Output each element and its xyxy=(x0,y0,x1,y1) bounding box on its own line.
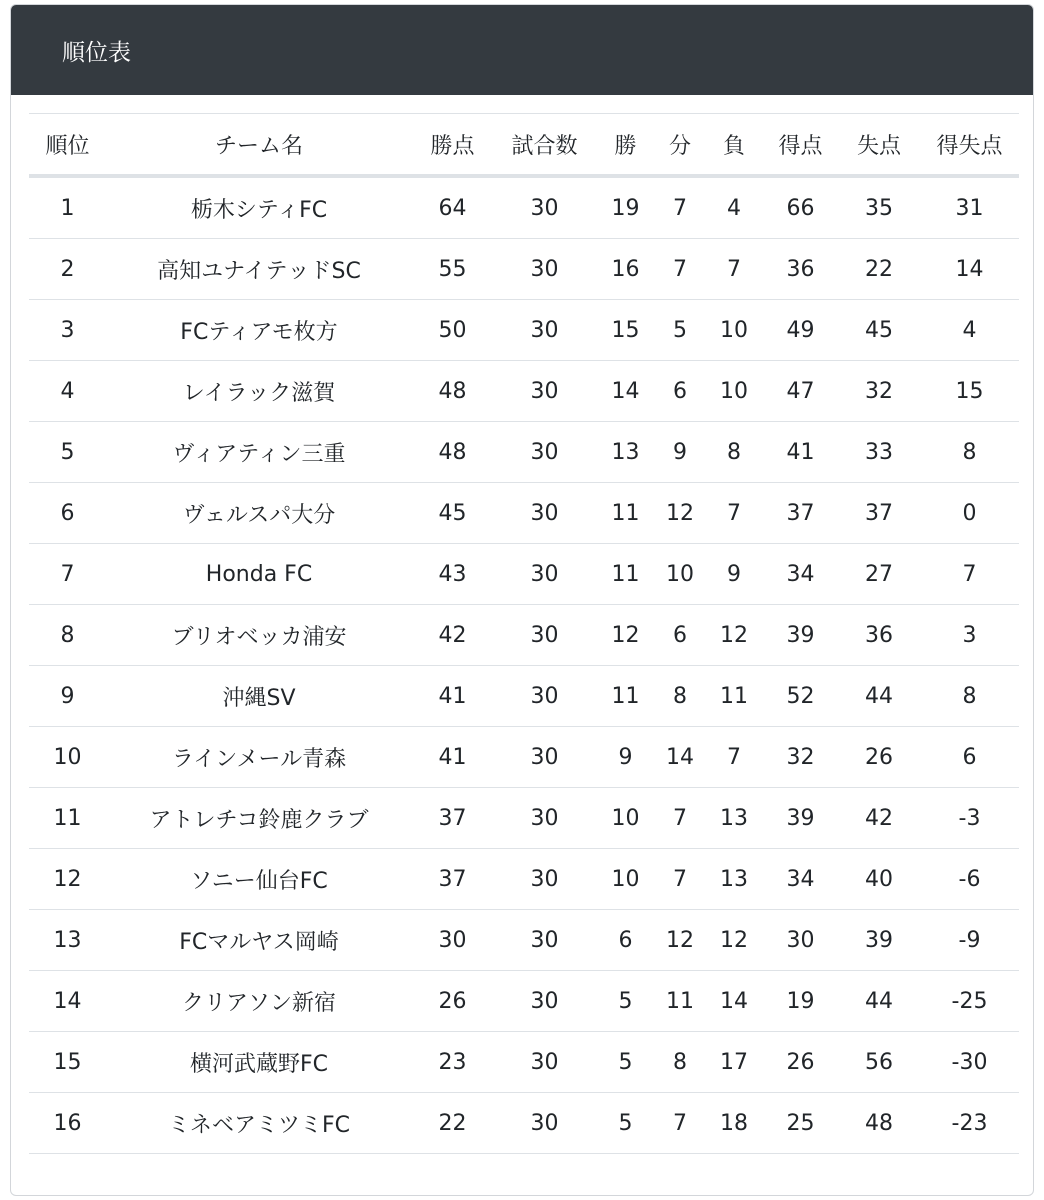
table-header-row xyxy=(29,114,1019,177)
cell-draws: 11 xyxy=(655,971,705,1032)
cell-points: 41 xyxy=(412,666,493,727)
column-header-points: 勝点 xyxy=(412,114,493,177)
table-row xyxy=(29,483,1019,544)
cell-draws: 7 xyxy=(655,1093,705,1154)
cell-points: 22 xyxy=(412,1093,493,1154)
cell-played: 30 xyxy=(493,422,596,483)
cell-goal-difference: -25 xyxy=(920,971,1019,1032)
cell-played: 30 xyxy=(493,971,596,1032)
table-row xyxy=(29,849,1019,910)
cell-team-name: ラインメール青森 xyxy=(106,727,412,788)
cell-rank: 16 xyxy=(29,1093,106,1154)
cell-goal-difference: 8 xyxy=(920,422,1019,483)
cell-rank: 12 xyxy=(29,849,106,910)
cell-team-name: Honda FC xyxy=(106,544,412,605)
cell-points: 26 xyxy=(412,971,493,1032)
cell-goals-for: 36 xyxy=(763,239,838,300)
cell-points: 42 xyxy=(412,605,493,666)
cell-goals-against: 36 xyxy=(838,605,920,666)
cell-team-name: ミネベアミツミFC xyxy=(106,1093,412,1154)
cell-losses: 11 xyxy=(705,666,763,727)
cell-played: 30 xyxy=(493,849,596,910)
column-header-goal-difference: 得失点 xyxy=(920,114,1019,177)
cell-wins: 15 xyxy=(596,300,655,361)
column-header-draws: 分 xyxy=(655,114,705,177)
cell-wins: 16 xyxy=(596,239,655,300)
cell-goals-against: 40 xyxy=(838,849,920,910)
cell-team-name: レイラック滋賀 xyxy=(106,361,412,422)
cell-team-name: ヴィアティン三重 xyxy=(106,422,412,483)
cell-goal-difference: 8 xyxy=(920,666,1019,727)
cell-points: 64 xyxy=(412,176,493,239)
cell-goal-difference: 14 xyxy=(920,239,1019,300)
cell-points: 55 xyxy=(412,239,493,300)
cell-draws: 12 xyxy=(655,483,705,544)
cell-losses: 7 xyxy=(705,483,763,544)
cell-goals-against: 27 xyxy=(838,544,920,605)
cell-losses: 13 xyxy=(705,788,763,849)
cell-losses: 17 xyxy=(705,1032,763,1093)
cell-wins: 6 xyxy=(596,910,655,971)
cell-wins: 9 xyxy=(596,727,655,788)
cell-draws: 10 xyxy=(655,544,705,605)
cell-goal-difference: 31 xyxy=(920,176,1019,239)
cell-goal-difference: 4 xyxy=(920,300,1019,361)
cell-losses: 8 xyxy=(705,422,763,483)
cell-losses: 18 xyxy=(705,1093,763,1154)
cell-rank: 3 xyxy=(29,300,106,361)
cell-goals-against: 32 xyxy=(838,361,920,422)
cell-wins: 5 xyxy=(596,1032,655,1093)
cell-goals-for: 52 xyxy=(763,666,838,727)
table-row xyxy=(29,300,1019,361)
cell-goal-difference: 15 xyxy=(920,361,1019,422)
cell-rank: 5 xyxy=(29,422,106,483)
cell-wins: 13 xyxy=(596,422,655,483)
cell-wins: 11 xyxy=(596,483,655,544)
cell-points: 43 xyxy=(412,544,493,605)
cell-team-name: ヴェルスパ大分 xyxy=(106,483,412,544)
column-header-goals-against: 失点 xyxy=(838,114,920,177)
cell-wins: 5 xyxy=(596,1093,655,1154)
column-header-played: 試合数 xyxy=(493,114,596,177)
cell-goals-against: 44 xyxy=(838,971,920,1032)
cell-rank: 7 xyxy=(29,544,106,605)
table-row xyxy=(29,605,1019,666)
cell-rank: 15 xyxy=(29,1032,106,1093)
cell-played: 30 xyxy=(493,361,596,422)
cell-draws: 7 xyxy=(655,849,705,910)
table-row xyxy=(29,361,1019,422)
standings-table xyxy=(29,113,1019,1154)
cell-played: 30 xyxy=(493,605,596,666)
table-row xyxy=(29,727,1019,788)
cell-wins: 14 xyxy=(596,361,655,422)
cell-rank: 14 xyxy=(29,971,106,1032)
cell-goals-for: 26 xyxy=(763,1032,838,1093)
cell-rank: 6 xyxy=(29,483,106,544)
cell-played: 30 xyxy=(493,788,596,849)
cell-goals-against: 37 xyxy=(838,483,920,544)
standings-card xyxy=(10,4,1034,1196)
cell-draws: 8 xyxy=(655,666,705,727)
table-row xyxy=(29,544,1019,605)
cell-goals-for: 37 xyxy=(763,483,838,544)
cell-losses: 7 xyxy=(705,239,763,300)
cell-points: 48 xyxy=(412,422,493,483)
cell-team-name: 高知ユナイテッドSC xyxy=(106,239,412,300)
cell-wins: 19 xyxy=(596,176,655,239)
card-header xyxy=(11,5,1033,95)
cell-goals-for: 66 xyxy=(763,176,838,239)
cell-team-name: クリアソン新宿 xyxy=(106,971,412,1032)
table-row xyxy=(29,239,1019,300)
cell-team-name: アトレチコ鈴鹿クラブ xyxy=(106,788,412,849)
cell-draws: 9 xyxy=(655,422,705,483)
cell-wins: 5 xyxy=(596,971,655,1032)
column-header-wins: 勝 xyxy=(596,114,655,177)
cell-goals-against: 22 xyxy=(838,239,920,300)
cell-team-name: ソニー仙台FC xyxy=(106,849,412,910)
cell-goal-difference: 7 xyxy=(920,544,1019,605)
cell-goals-for: 30 xyxy=(763,910,838,971)
cell-goals-against: 48 xyxy=(838,1093,920,1154)
cell-draws: 14 xyxy=(655,727,705,788)
table-row xyxy=(29,1032,1019,1093)
cell-wins: 10 xyxy=(596,788,655,849)
cell-draws: 7 xyxy=(655,176,705,239)
cell-goals-for: 49 xyxy=(763,300,838,361)
cell-draws: 12 xyxy=(655,910,705,971)
column-header-goals-for: 得点 xyxy=(763,114,838,177)
column-header-team: チーム名 xyxy=(106,114,412,177)
cell-losses: 4 xyxy=(705,176,763,239)
cell-rank: 4 xyxy=(29,361,106,422)
cell-rank: 2 xyxy=(29,239,106,300)
cell-losses: 12 xyxy=(705,605,763,666)
cell-points: 30 xyxy=(412,910,493,971)
cell-goals-against: 42 xyxy=(838,788,920,849)
table-row xyxy=(29,422,1019,483)
cell-losses: 10 xyxy=(705,361,763,422)
column-header-losses: 負 xyxy=(705,114,763,177)
cell-goals-for: 32 xyxy=(763,727,838,788)
cell-losses: 12 xyxy=(705,910,763,971)
cell-draws: 6 xyxy=(655,361,705,422)
cell-goals-for: 39 xyxy=(763,605,838,666)
cell-rank: 1 xyxy=(29,176,106,239)
cell-team-name: ブリオベッカ浦安 xyxy=(106,605,412,666)
cell-goal-difference: 6 xyxy=(920,727,1019,788)
cell-losses: 9 xyxy=(705,544,763,605)
table-row xyxy=(29,666,1019,727)
cell-team-name: FCティアモ枚方 xyxy=(106,300,412,361)
cell-played: 30 xyxy=(493,910,596,971)
cell-rank: 8 xyxy=(29,605,106,666)
cell-played: 30 xyxy=(493,300,596,361)
cell-goals-against: 33 xyxy=(838,422,920,483)
cell-played: 30 xyxy=(493,1093,596,1154)
cell-goals-for: 25 xyxy=(763,1093,838,1154)
cell-goals-for: 47 xyxy=(763,361,838,422)
cell-goal-difference: -6 xyxy=(920,849,1019,910)
cell-draws: 6 xyxy=(655,605,705,666)
cell-goals-against: 26 xyxy=(838,727,920,788)
cell-draws: 5 xyxy=(655,300,705,361)
cell-wins: 11 xyxy=(596,666,655,727)
cell-team-name: 栃木シティFC xyxy=(106,176,412,239)
cell-wins: 11 xyxy=(596,544,655,605)
cell-rank: 10 xyxy=(29,727,106,788)
cell-losses: 7 xyxy=(705,727,763,788)
cell-points: 50 xyxy=(412,300,493,361)
cell-goals-against: 35 xyxy=(838,176,920,239)
table-row xyxy=(29,910,1019,971)
cell-goal-difference: -30 xyxy=(920,1032,1019,1093)
cell-goals-against: 39 xyxy=(838,910,920,971)
cell-goals-for: 34 xyxy=(763,544,838,605)
cell-points: 41 xyxy=(412,727,493,788)
column-header-rank: 順位 xyxy=(29,114,106,177)
cell-goals-against: 45 xyxy=(838,300,920,361)
cell-rank: 9 xyxy=(29,666,106,727)
cell-points: 45 xyxy=(412,483,493,544)
table-row xyxy=(29,1093,1019,1154)
cell-played: 30 xyxy=(493,1032,596,1093)
cell-team-name: 横河武蔵野FC xyxy=(106,1032,412,1093)
cell-losses: 13 xyxy=(705,849,763,910)
cell-played: 30 xyxy=(493,483,596,544)
cell-losses: 14 xyxy=(705,971,763,1032)
cell-goals-for: 41 xyxy=(763,422,838,483)
cell-draws: 8 xyxy=(655,1032,705,1093)
cell-goal-difference: -23 xyxy=(920,1093,1019,1154)
cell-goal-difference: -3 xyxy=(920,788,1019,849)
cell-losses: 10 xyxy=(705,300,763,361)
cell-goal-difference: 0 xyxy=(920,483,1019,544)
cell-goals-against: 44 xyxy=(838,666,920,727)
cell-goal-difference: -9 xyxy=(920,910,1019,971)
cell-wins: 12 xyxy=(596,605,655,666)
standings-body xyxy=(29,176,1019,1154)
table-row xyxy=(29,176,1019,239)
cell-draws: 7 xyxy=(655,239,705,300)
cell-rank: 11 xyxy=(29,788,106,849)
cell-goals-for: 34 xyxy=(763,849,838,910)
cell-goals-for: 39 xyxy=(763,788,838,849)
cell-points: 37 xyxy=(412,788,493,849)
cell-wins: 10 xyxy=(596,849,655,910)
cell-goals-against: 56 xyxy=(838,1032,920,1093)
table-row xyxy=(29,788,1019,849)
cell-rank: 13 xyxy=(29,910,106,971)
cell-points: 23 xyxy=(412,1032,493,1093)
page-title: 順位表 xyxy=(62,39,131,66)
cell-played: 30 xyxy=(493,666,596,727)
cell-played: 30 xyxy=(493,239,596,300)
cell-team-name: 沖縄SV xyxy=(106,666,412,727)
cell-draws: 7 xyxy=(655,788,705,849)
cell-team-name: FCマルヤス岡崎 xyxy=(106,910,412,971)
cell-points: 48 xyxy=(412,361,493,422)
cell-goals-for: 19 xyxy=(763,971,838,1032)
cell-goal-difference: 3 xyxy=(920,605,1019,666)
cell-played: 30 xyxy=(493,544,596,605)
cell-played: 30 xyxy=(493,176,596,239)
cell-points: 37 xyxy=(412,849,493,910)
cell-played: 30 xyxy=(493,727,596,788)
table-row xyxy=(29,971,1019,1032)
